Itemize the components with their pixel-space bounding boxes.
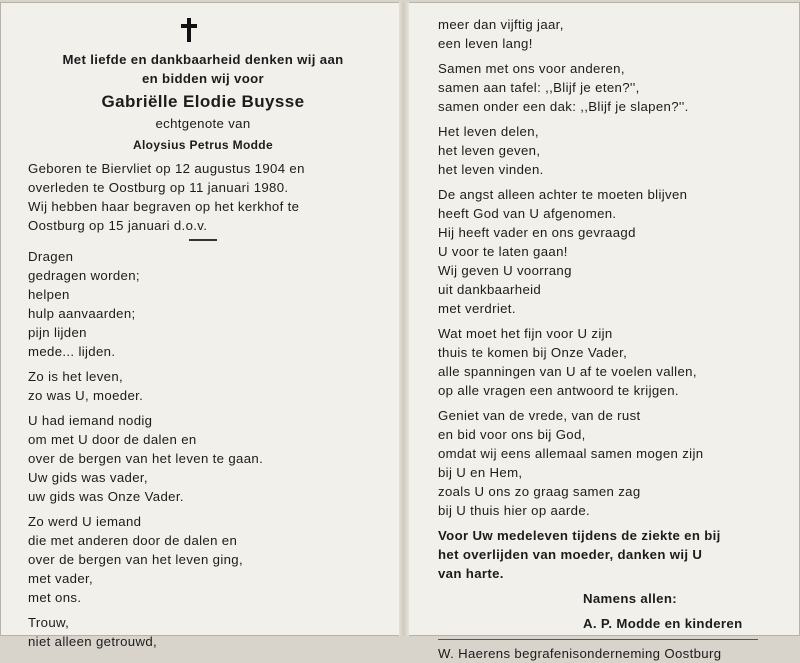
poem-stanza — [438, 122, 778, 179]
bio-line: Oostburg op 15 januari d.o.v. — [28, 218, 208, 233]
divider — [189, 239, 217, 241]
bio-line: overleden te Oostburg op 11 januari 1980. — [28, 180, 289, 195]
poem-line: helpen — [28, 286, 70, 302]
poem-stanza — [438, 185, 778, 318]
bio-line: Geboren te Biervliet op 12 augustus 1904 en — [28, 161, 305, 176]
poem-line: Trouw, — [28, 614, 70, 630]
poem-line: met vader, — [28, 570, 94, 586]
poem-line: samen onder een dak: ,,Blijf je slapen?''. — [438, 99, 689, 114]
poem-line: Uw gids was vader, — [28, 469, 148, 485]
poem-line: niet alleen getrouwd, — [28, 633, 158, 649]
poem-stanza — [28, 613, 378, 651]
poem-line: Hij heeft vader en ons gevraagd — [438, 225, 636, 240]
footer-divider — [438, 639, 758, 640]
poem-line: U voor te laten gaan! — [438, 244, 568, 259]
poem-line: De angst alleen achter te moeten blijven — [438, 187, 688, 202]
signoff-label: Namens allen: — [583, 591, 677, 606]
thanks-line: Voor Uw medeleven tijdens de ziekte en bij — [438, 528, 721, 543]
poem-line: om met U door de dalen en — [28, 431, 197, 447]
poem-line: het leven geven, — [438, 143, 541, 158]
poem-stanza — [28, 247, 378, 361]
poem-line: mede... lijden. — [28, 343, 116, 359]
intro — [28, 50, 378, 88]
poem-line: U had iemand nodig — [28, 412, 153, 428]
poem-line: omdat wij eens allemaal samen mogen zijn — [438, 446, 704, 461]
poem-line: Wat moet het fijn voor U zijn — [438, 326, 613, 341]
thanks-line: het overlijden van moeder, danken wij U — [438, 547, 703, 562]
poem-line: die met anderen door de dalen en — [28, 532, 238, 548]
poem-stanza — [438, 406, 778, 520]
poem-line: bij U thuis hier op aarde. — [438, 503, 591, 518]
signoff-names: A. P. Modde en kinderen — [583, 616, 743, 631]
deceased-name: Gabriëlle Elodie Buysse — [101, 92, 305, 111]
intro-line: Met liefde en dankbaarheid denken wij aan — [62, 52, 344, 67]
spouse-label: echtgenote van — [155, 116, 251, 131]
poem-stanza — [438, 324, 778, 400]
thanks — [438, 526, 778, 583]
right-panel — [438, 15, 778, 663]
poem-line: uw gids was Onze Vader. — [28, 488, 184, 504]
poem-line: over de bergen van het leven ging, — [28, 551, 243, 567]
left-panel — [28, 50, 378, 651]
poem-line: thuis te komen bij Onze Vader, — [438, 345, 628, 360]
poem-line: Geniet van de vrede, van de rust — [438, 408, 641, 423]
poem-line: zoals U ons zo graag samen zag — [438, 484, 641, 499]
intro-line: en bidden wij voor — [141, 71, 265, 86]
poem-line: gedragen worden; — [28, 267, 140, 283]
poem-line: alle spanningen van U af te voelen vallen, — [438, 364, 697, 379]
funeral-home: W. Haerens begrafenisonderneming Oostburg — [438, 646, 722, 661]
poem-stanza — [438, 59, 778, 116]
poem-line: met ons. — [28, 589, 82, 605]
spouse-name: Aloysius Petrus Modde — [132, 138, 274, 152]
poem-line: Zo is het leven, — [28, 368, 124, 384]
poem-line: bij U en Hem, — [438, 465, 523, 480]
poem-line: meer dan vijftig jaar, — [438, 17, 564, 32]
poem-line: met verdriet. — [438, 301, 516, 316]
poem-stanza — [28, 411, 378, 506]
poem-line: Samen met ons voor anderen, — [438, 61, 625, 76]
poem-line: over de bergen van het leven te gaan. — [28, 450, 264, 466]
poem-line: uit dankbaarheid — [438, 282, 542, 297]
poem-line: heeft God van U afgenomen. — [438, 206, 617, 221]
poem-line: Het leven delen, — [438, 124, 539, 139]
poem-line: Dragen — [28, 248, 74, 264]
poem-line: Zo werd U iemand — [28, 513, 142, 529]
poem-line: zo was U, moeder. — [28, 387, 144, 403]
poem-line: een leven lang! — [438, 36, 533, 51]
poem-line: Wij geven U voorrang — [438, 263, 572, 278]
poem-stanza — [28, 367, 378, 405]
poem-line: het leven vinden. — [438, 162, 544, 177]
poem-line: pijn lijden — [28, 324, 87, 340]
poem-line: en bid voor ons bij God, — [438, 427, 586, 442]
poem-line: op alle vragen een antwoord te krijgen. — [438, 383, 679, 398]
bio-line: Wij hebben haar begraven op het kerkhof te — [28, 199, 300, 214]
card-fold — [399, 2, 409, 636]
poem-line: hulp aanvaarden; — [28, 305, 136, 321]
poem-stanza — [438, 15, 778, 53]
poem-stanza — [28, 512, 378, 607]
cross-icon — [179, 18, 199, 42]
poem-line: samen aan tafel: ,,Blijf je eten?'', — [438, 80, 640, 95]
bio — [28, 159, 378, 235]
thanks-line: van harte. — [438, 566, 504, 581]
